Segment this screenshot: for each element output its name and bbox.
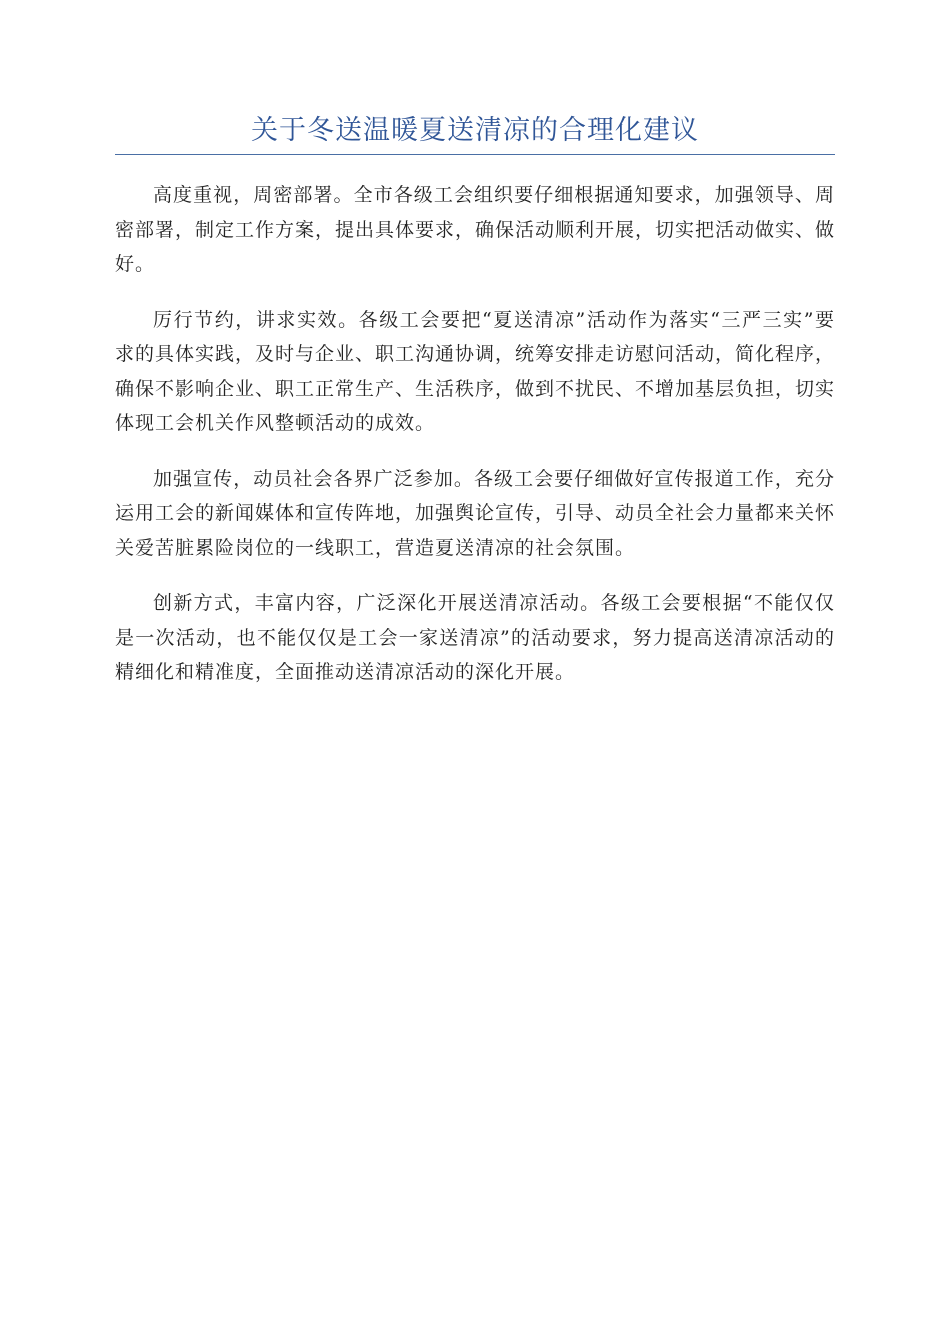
paragraph-3: 加强宣传，动员社会各界广泛参加。各级工会要仔细做好宣传报道工作，充分运用工会的新闻媒体和宣传阵地，加强舆论宣传，引导、动员全社会力量都来关怀关爱苦脏累险岗位的一线职工，营造夏送清凉的社会氛围。 xyxy=(115,467,836,559)
document-body xyxy=(115,178,835,711)
paragraph-2: 厉行节约，讲求实效。各级工会要把“夏送清凉”活动作为落实“三严三实”要求的具体实践，及时与企业、职工沟通协调，统筹安排走访慰问活动，简化程序，确保不影响企业、职工正常生产、生活秩序，做到不扰民、不增加基层负担，切实体现工会机关作风整顿活动的成效。 xyxy=(115,308,836,434)
paragraph-1: 高度重视，周密部署。全市各级工会组织要仔细根据通知要求，加强领导、周密部署，制定工作方案，提出具体要求，确保活动顺利开展，切实把活动做实、做好。 xyxy=(115,184,836,275)
document-title: 关于冬送温暖夏送清凉的合理化建议 xyxy=(251,115,699,146)
paragraph-4: 创新方式，丰富内容，广泛深化开展送清凉活动。各级工会要根据“不能仅仅是一次活动，也不能仅仅是工会一家送清凉”的活动要求，努力提高送清凉活动的精细化和精准度，全面推动送清凉活动的深化开展。 xyxy=(115,592,835,683)
title-block xyxy=(115,112,835,155)
